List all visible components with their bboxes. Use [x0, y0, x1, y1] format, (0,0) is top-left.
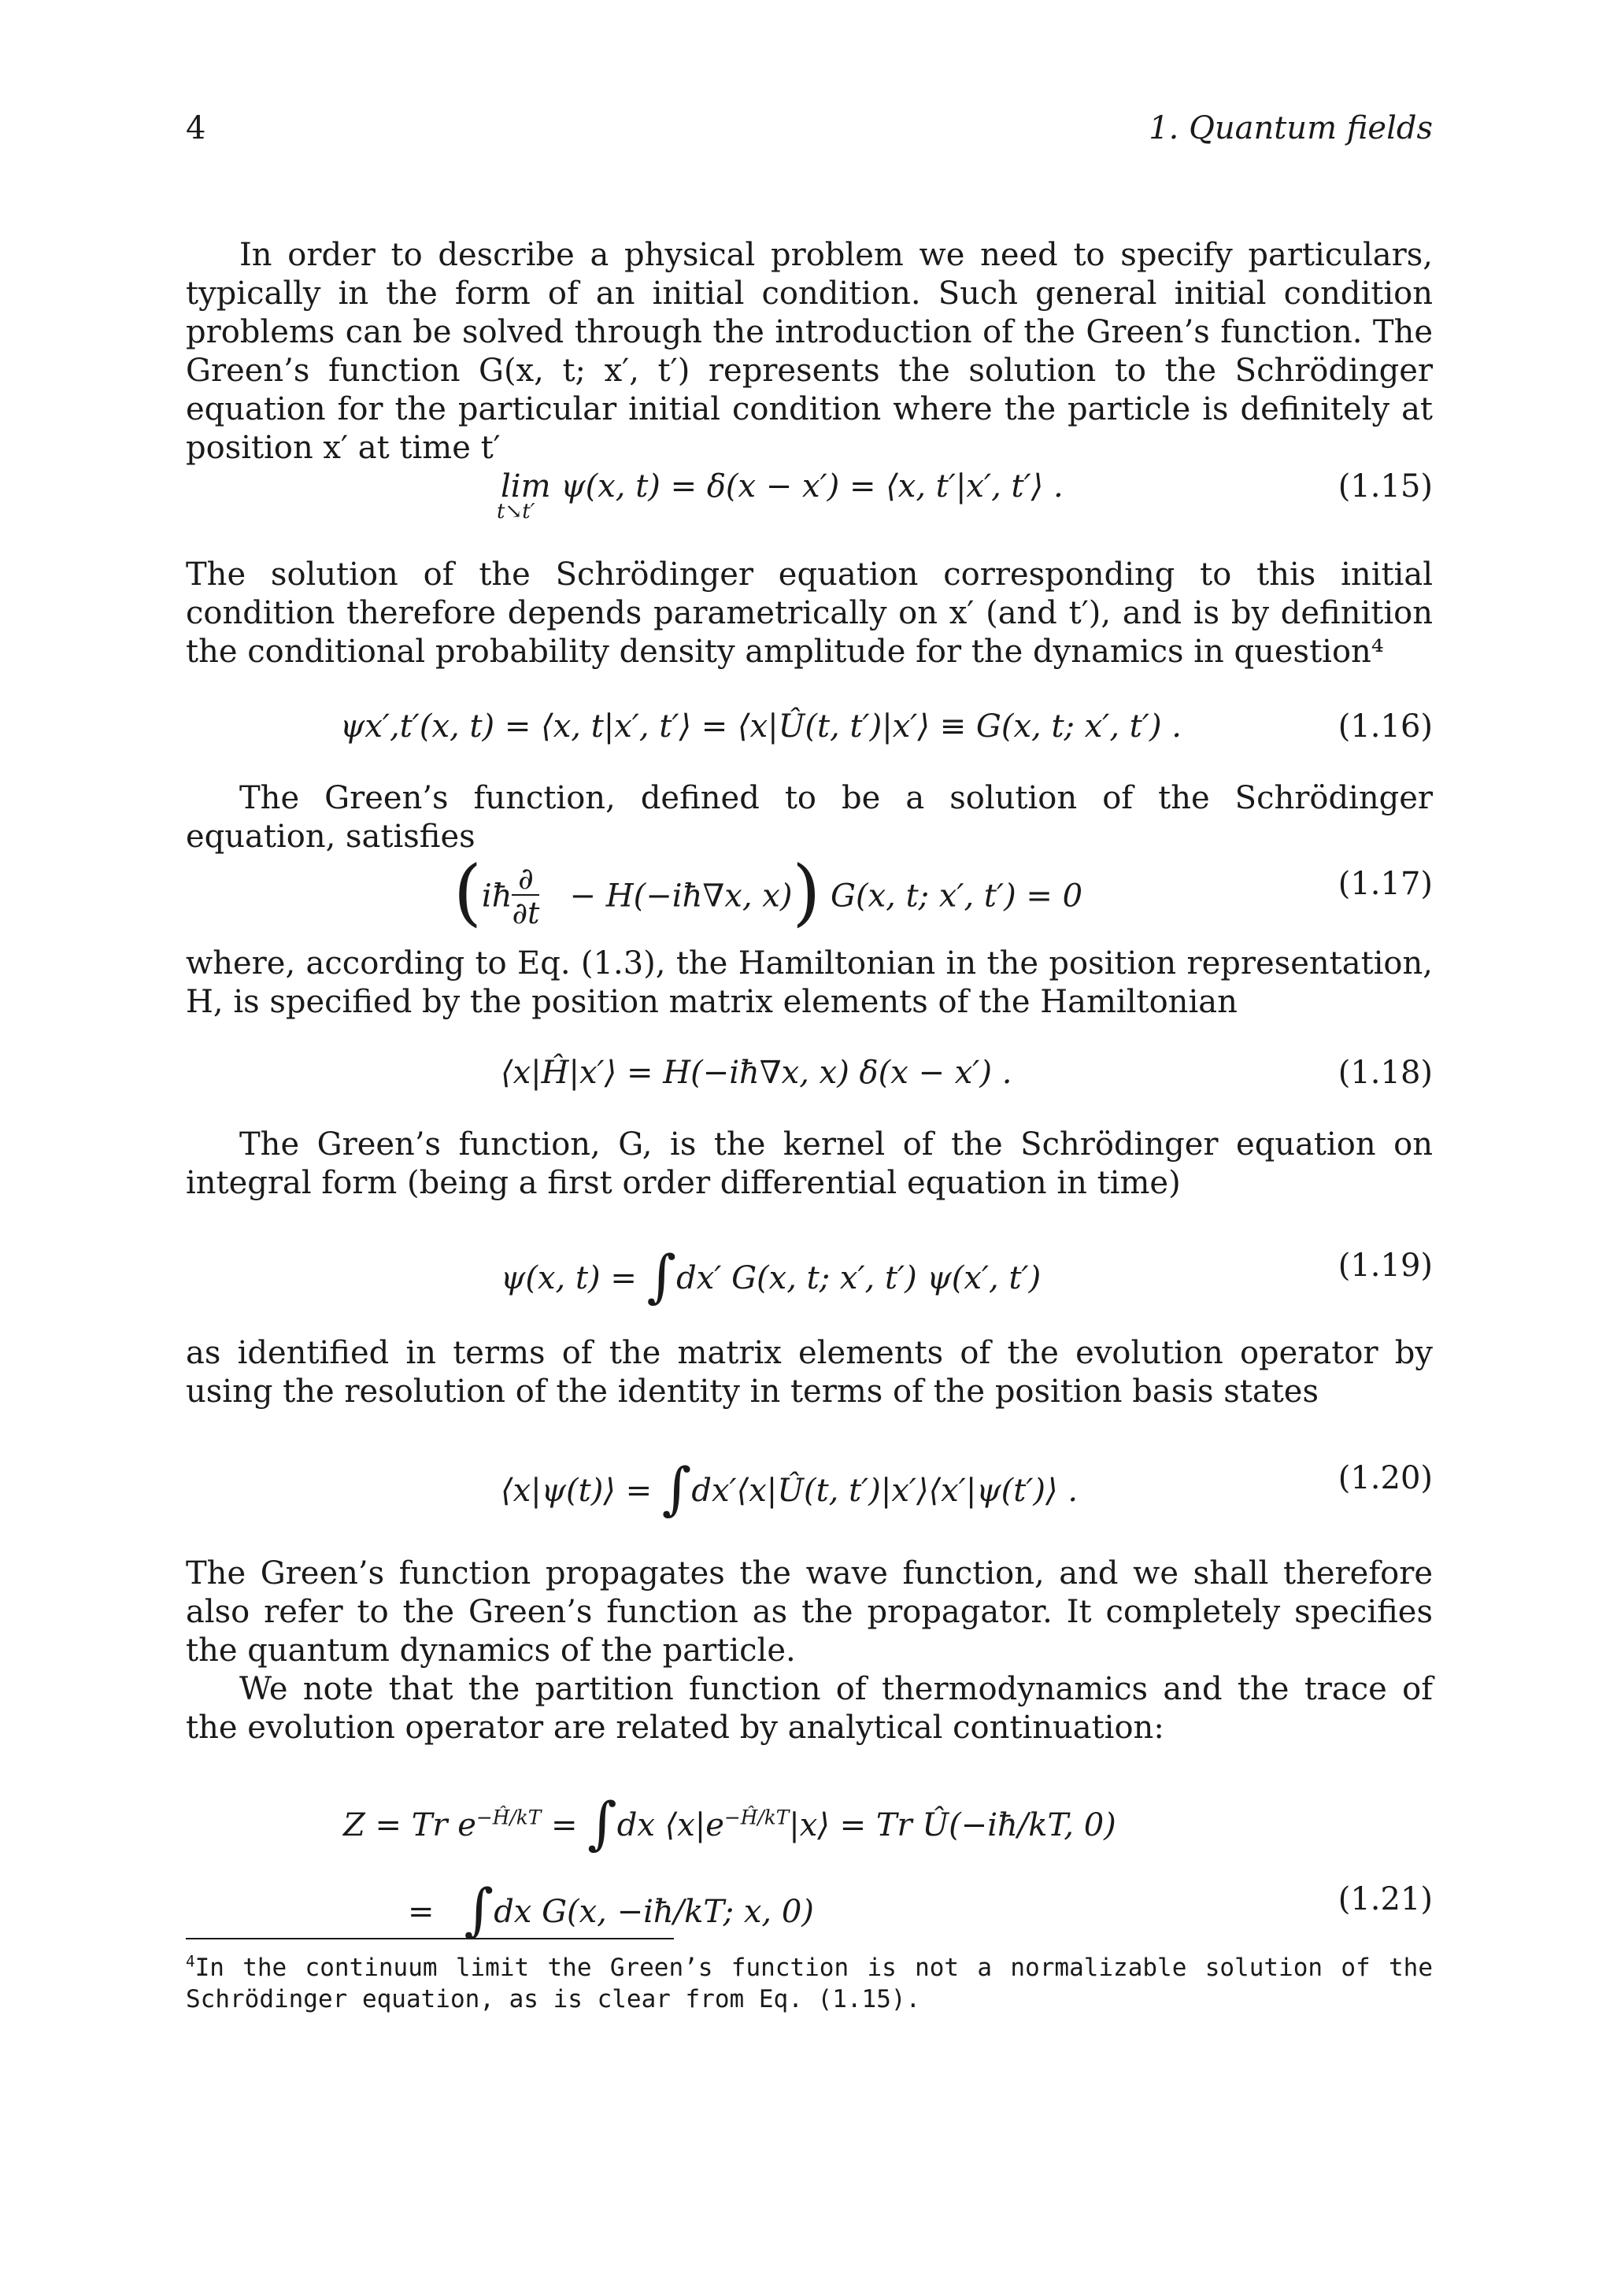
equation-1-21-line-1 [186, 1790, 1433, 1858]
frac-denominator: ∂t [512, 895, 540, 930]
equation-1-19 [186, 1243, 1433, 1311]
paragraph-text: In order to describe a physical problem we need to specify particulars, typically in the form of an initial condition. Such general initial condition problems can be solved through the introduction of the Green’s function. The Green’s function G(x, t; x′, t′) represents the solution to the Schrödinger equation for the particular initial condition where the particle is definitely at position x′ at time t′ [186, 237, 1433, 466]
equation-1-16 [186, 708, 1433, 756]
paragraph-4 [186, 945, 1433, 1022]
equation-number: (1.18) [1338, 1055, 1433, 1091]
eq-rhs-b: |x⟩ = Tr Û(−iħ/kT, 0) [789, 1807, 1116, 1843]
frac-numerator: ∂ [518, 860, 534, 896]
paragraph-2 [186, 556, 1433, 671]
paragraph-text: The Green’s function, G, is the kernel of the Schrödinger equation on integral form (being a first order differential equation in time) [186, 1126, 1433, 1201]
equation-body: ψx′,t′(x, t) = ⟨x, t|x′, t′⟩ = ⟨x|Û(t, t′)|x′⟩ ≡ G(x, t; x′, t′) . [340, 708, 1182, 745]
integral-sign: ∫ [661, 1455, 692, 1521]
paragraph-6 [186, 1334, 1433, 1411]
paragraph-1 [186, 236, 1433, 468]
paragraph-text: The Green’s function propagates the wave function, and we shall therefore also refer to the Green’s function as the propagator. It completely specifies the quantum dynamics of the particle. [186, 1555, 1433, 1669]
paragraph-text: The Green’s function, defined to be a solution of the Schrödinger equation, satisfies [186, 780, 1433, 855]
footnote-rule [186, 1938, 674, 1939]
chapter-title: 1. Quantum fields [1149, 110, 1433, 146]
partial-fraction [512, 860, 540, 930]
paragraph-text: as identified in terms of the matrix elements of the evolution operator by using the resolution of the identity in terms of the position basis states [186, 1335, 1433, 1410]
eq-rhs: dx′⟨x|Û(t, t′)|x′⟩⟨x′|ψ(t′)⟩ . [691, 1473, 1079, 1509]
eq-rhs: G(x, t; x′, t′) = 0 [831, 878, 1083, 915]
equation-1-15 [186, 468, 1433, 523]
equation-number: (1.20) [1338, 1460, 1433, 1496]
left-paren: ( [453, 850, 482, 934]
integral-sign: ∫ [587, 1790, 617, 1856]
footnote-text: In the continuum limit the Green’s function is not a normalizable solution of the Schrödinger equation, as is clear from Eq. (1.15). [186, 1954, 1433, 2013]
eq-mid: − H(−iħ∇x, x) [569, 878, 793, 915]
equation-number: (1.17) [1338, 866, 1433, 902]
equation-1-18 [186, 1055, 1433, 1102]
equation-body [343, 1790, 1116, 1861]
footnote-marker: 4 [186, 1952, 195, 1971]
equation-number: (1.21) [1338, 1881, 1433, 1917]
eq-lhs: Z = Tr e [343, 1807, 476, 1843]
equation-number: (1.15) [1338, 468, 1433, 505]
equation-1-17 [186, 850, 1433, 945]
equation-body [453, 850, 1083, 941]
equation-body: ⟨x|Ĥ|x′⟩ = H(−iħ∇x, x) δ(x − x′) . [501, 1055, 1012, 1091]
exponent-1: −Ĥ/kT [475, 1806, 542, 1829]
eq-rhs: dx G(x, −iħ/kT; x, 0) [494, 1894, 814, 1930]
eq-lhs: = [408, 1894, 435, 1930]
equation-number: (1.19) [1338, 1248, 1433, 1284]
equation-1-21-line-2 [186, 1876, 1433, 1944]
equation-1-20 [186, 1455, 1433, 1523]
integral-sign: ∫ [646, 1243, 677, 1309]
page-number: 4 [186, 110, 206, 146]
equation-number: (1.16) [1338, 708, 1433, 745]
eq-lhs: ⟨x|ψ(t)⟩ = [501, 1473, 653, 1509]
paragraph-text: The solution of the Schrödinger equation corresponding to this initial condition therefore depends parametrically on x′ (and t′), and is by definition the conditional probability density amplitude for the dynamics in question⁴ [186, 556, 1433, 670]
right-paren: ) [792, 850, 821, 934]
eq-lhs: iħ [481, 878, 512, 915]
eq-lhs: ψ(x, t) = [501, 1260, 637, 1296]
limit-subscript: t↘t′ [497, 500, 535, 523]
eq-rhs-a: dx ⟨x|e [616, 1807, 724, 1843]
paragraph-text-8: We note that the partition function of thermodynamics and the trace of the evolution operator are related by analytical continuation: [186, 1671, 1433, 1746]
eq-mid: = [541, 1807, 588, 1843]
equation-body: lim ψ(x, t) = δ(x − x′) = ⟨x, t′|x′, t′⟩ . [501, 468, 1064, 505]
footnote [186, 1952, 1433, 2015]
paragraph-7 [186, 1555, 1433, 1747]
paragraph-5 [186, 1126, 1433, 1203]
eq-rhs: dx′ G(x, t; x′, t′) ψ(x′, t′) [676, 1260, 1042, 1296]
integral-sign: ∫ [464, 1876, 494, 1943]
paragraph-text: where, according to Eq. (1.3), the Hamiltonian in the position representation, H, is specified by the position matrix elements of the Hamiltonian [186, 945, 1433, 1020]
equation-body [501, 1455, 1079, 1526]
running-header [186, 110, 1433, 157]
exponent-2: −Ĥ/kT [723, 1806, 790, 1829]
equation-body [501, 1243, 1042, 1314]
paragraph-3 [186, 779, 1433, 856]
